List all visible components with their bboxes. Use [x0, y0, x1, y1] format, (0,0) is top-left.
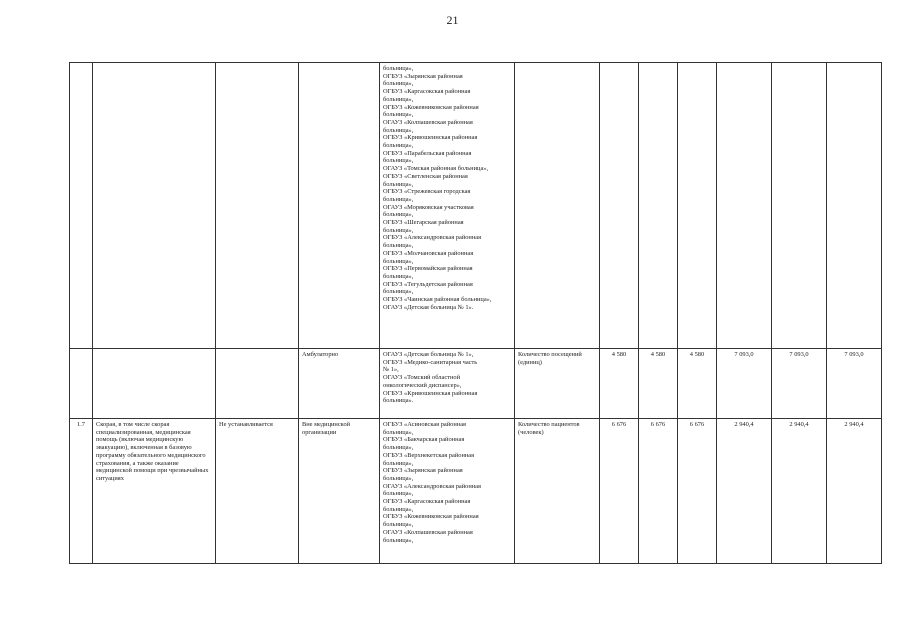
- organization-line: ОГАУЗ «Моряковская участковая: [383, 203, 474, 211]
- organization-line: больница»,: [383, 80, 414, 88]
- setting-cell: [299, 349, 380, 419]
- value-cell: [717, 419, 772, 564]
- organization-line: больница»,: [383, 428, 414, 436]
- organization-line: больница»,: [383, 257, 414, 265]
- organization-line: больница»,: [383, 226, 414, 234]
- organization-line: ОГБУЗ «Кожевниковская районная: [383, 513, 479, 521]
- setting-text: Вне медицинской организации: [302, 421, 351, 436]
- value-text: 4 580: [650, 351, 666, 358]
- value-cell: [600, 419, 639, 564]
- setting-cell: [299, 63, 380, 349]
- table-row: [70, 419, 882, 564]
- organization-line: ОГБУЗ «Кривошеинская районная: [383, 134, 478, 142]
- service-name-cell: [93, 349, 216, 419]
- value-text: 6 676: [689, 421, 705, 428]
- organization-line: ОГБУЗ «Асиновская районная: [383, 421, 466, 428]
- table-row: [70, 349, 882, 419]
- organization-line: больница»,: [383, 211, 414, 219]
- organization-line: ОГАУЗ «Томская районная больница»,: [383, 165, 489, 173]
- table-row: [70, 63, 882, 349]
- value-cell: [639, 419, 678, 564]
- organization-line: ОГБУЗ «Кожевниковская районная: [383, 103, 479, 111]
- organization-line: больница»,: [383, 272, 414, 280]
- organization-line: ОГБУЗ «Тегульдетская районная: [383, 280, 473, 288]
- organization-line: ОГАУЗ «Колпашевская районная: [383, 118, 473, 126]
- condition-cell: [216, 419, 299, 564]
- unit-cell: [515, 419, 600, 564]
- value-cell: [827, 63, 882, 349]
- value-cell: [678, 419, 717, 564]
- page-number: 21: [446, 13, 459, 27]
- organization-line: больница»,: [383, 195, 414, 203]
- value-cell: [600, 349, 639, 419]
- value-text: 7 093,0: [789, 351, 809, 358]
- organizations-cell: [380, 63, 515, 349]
- value-text: 2 940,4: [789, 421, 809, 428]
- service-name-cell: [93, 419, 216, 564]
- value-cell: [717, 63, 772, 349]
- organization-line: больница»,: [383, 65, 414, 72]
- condition-cell: [216, 349, 299, 419]
- organization-line: больница»,: [383, 242, 414, 250]
- value-text: 4 580: [611, 351, 627, 358]
- organization-line: ОГБУЗ «Александровская районная: [383, 234, 482, 242]
- organization-line: больница»,: [383, 474, 414, 482]
- organization-line: ОГБУЗ «Бакчарская районная: [383, 436, 465, 444]
- organization-line: ОГАУЗ «Александровская районная: [383, 482, 481, 490]
- organization-line: ОГБУЗ «Зырянская районная: [383, 467, 463, 475]
- value-cell: [772, 419, 827, 564]
- value-text: 7 093,0: [734, 351, 754, 358]
- value-text: 2 940,4: [844, 421, 864, 428]
- row-number-cell: [70, 349, 93, 419]
- organization-line: больница»,: [383, 157, 414, 165]
- organization-line: ОГБУЗ «Зырянская районная: [383, 72, 463, 80]
- organization-line: больница»,: [383, 521, 414, 529]
- organization-line: больница»,: [383, 142, 414, 150]
- organization-line: больница».: [383, 397, 414, 405]
- organization-line: больница»,: [383, 459, 414, 467]
- organization-line: больница»,: [383, 536, 414, 544]
- setting-text: Амбулаторно: [302, 351, 339, 358]
- organization-line: онкологический диспансер»,: [383, 381, 462, 389]
- value-cell: [772, 63, 827, 349]
- value-cell: [639, 349, 678, 419]
- organization-line: ОГБУЗ «Молчановская районная: [383, 249, 474, 257]
- value-text: 4 580: [689, 351, 705, 358]
- service-name-text: Скорая, в том числе скорая специализированная, медицинская помощь (включая медицинскую эвакуацию), включенная в базовую программу обязательного медицинского страхования, а также оказание медицинской помощи при чрезвычайных ситуациях: [96, 421, 209, 482]
- value-text: 6 676: [611, 421, 627, 428]
- unit-cell: [515, 349, 600, 419]
- organization-line: ОГАУЗ «Колпашевская районная: [383, 528, 473, 536]
- organizations-cell: [380, 419, 515, 564]
- row-number-text: 1.7: [77, 421, 85, 428]
- services-table: [69, 62, 882, 564]
- unit-cell: [515, 63, 600, 349]
- value-cell: [717, 349, 772, 419]
- value-cell: [678, 63, 717, 349]
- organization-line: больница»,: [383, 111, 414, 119]
- organization-line: больница»,: [383, 288, 414, 296]
- organization-line: ОГБУЗ «Стрежевская городская: [383, 188, 471, 196]
- organization-line: ОГБУЗ «Верхнекетская районная: [383, 451, 475, 459]
- organization-line: больница»,: [383, 95, 414, 103]
- value-cell: [827, 349, 882, 419]
- organization-line: больница»,: [383, 490, 414, 498]
- organizations-cell: [380, 349, 515, 419]
- row-number-cell: [70, 63, 93, 349]
- row-number-cell: [70, 419, 93, 564]
- organization-line: ОГАУЗ «Детская больница № 1».: [383, 303, 474, 311]
- organization-line: ОГБУЗ «Шегарская районная: [383, 219, 464, 227]
- organization-line: больница»,: [383, 126, 414, 134]
- organization-line: ОГБУЗ «Каргасокская районная: [383, 498, 471, 506]
- organization-line: ОГБУЗ «Первомайская районная: [383, 265, 473, 273]
- organization-line: ОГБУЗ «Парабельская районная: [383, 149, 472, 157]
- value-cell: [772, 349, 827, 419]
- value-text: 6 676: [650, 421, 666, 428]
- organization-line: № 1»,: [383, 366, 399, 374]
- value-cell: [827, 419, 882, 564]
- organization-line: больница»,: [383, 180, 414, 188]
- organization-line: больница»,: [383, 444, 414, 452]
- organization-line: ОГБУЗ «Светленская районная: [383, 172, 468, 180]
- setting-cell: [299, 419, 380, 564]
- organization-line: ОГБУЗ «Каргасокская районная: [383, 88, 471, 96]
- unit-text: Количество пациентов (человек): [518, 421, 580, 436]
- service-name-cell: [93, 63, 216, 349]
- organization-line: ОГБУЗ «Медико-санитарная часть: [383, 358, 478, 366]
- organization-line: ОГБУЗ «Кривошеинская районная: [383, 389, 478, 397]
- organization-line: ОГБУЗ «Чаинская районная больница»,: [383, 296, 492, 304]
- condition-cell: [216, 63, 299, 349]
- organization-line: ОГАУЗ «Томский областной: [383, 374, 460, 382]
- value-text: 7 093,0: [844, 351, 864, 358]
- condition-text: Не устанавливается: [219, 421, 273, 428]
- organization-line: больница»,: [383, 505, 414, 513]
- organization-line: ОГАУЗ «Детская больница № 1»,: [383, 351, 474, 358]
- value-cell: [600, 63, 639, 349]
- value-cell: [678, 349, 717, 419]
- value-cell: [639, 63, 678, 349]
- value-text: 2 940,4: [734, 421, 754, 428]
- unit-text: Количество посещений (единиц): [518, 351, 582, 366]
